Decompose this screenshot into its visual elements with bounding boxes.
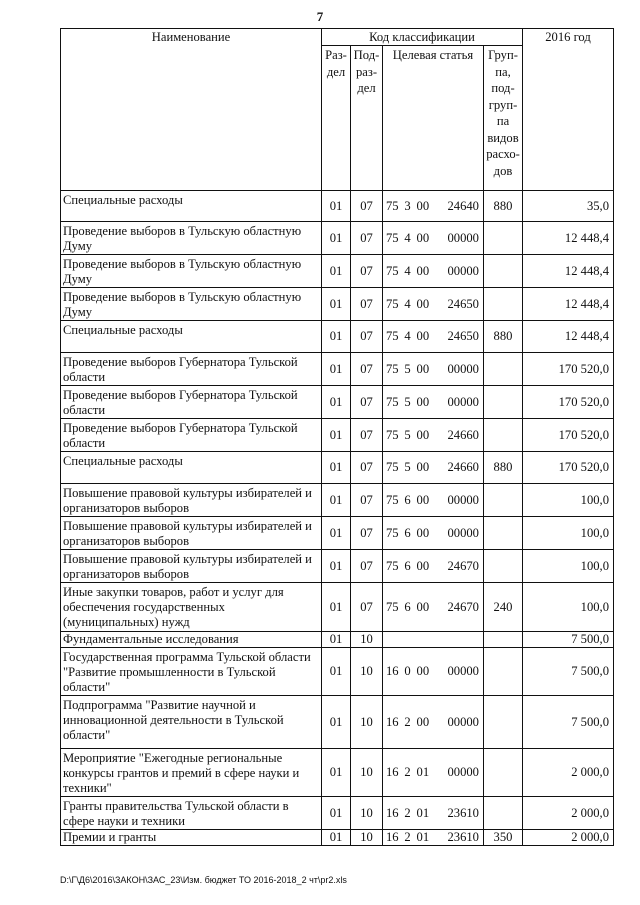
target-code-part: 75 [386,230,399,245]
row-podrazdel: 07 [351,222,383,255]
row-target-code [383,696,484,749]
target-code-part: 16 [386,664,399,678]
target-code-part: 01 [416,830,430,844]
row-target-code [383,583,484,632]
table-row [61,222,614,255]
target-code-part: 75 [386,394,399,409]
target-code-part: 00 [416,664,430,678]
row-amount: 2 000,0 [523,797,614,830]
target-code-part: 5 [404,460,411,474]
row-name: Подпрограмма "Развитие научной и инновационной деятельности в Тульской области" [61,696,322,749]
row-razdel: 01 [322,583,351,632]
row-podrazdel: 07 [351,321,383,353]
row-name: Премии и гранты [61,830,322,846]
target-code-part: 24670 [447,599,479,614]
row-razdel: 01 [322,288,351,321]
row-group [484,353,523,386]
table-row [61,830,614,846]
target-code-part: 5 [404,361,411,376]
row-podrazdel: 07 [351,288,383,321]
target-code-part: 16 [386,714,399,729]
row-name: Повышение правовой культуры избирателей и организаторов выборов [61,517,322,550]
row-podrazdel: 10 [351,797,383,830]
row-name: Проведение выборов Губернатора Тульской области [61,353,322,386]
row-razdel: 01 [322,632,351,648]
row-group: 880 [484,321,523,353]
row-target-code [383,648,484,696]
table-row [61,583,614,632]
row-group [484,550,523,583]
table-row [61,550,614,583]
target-code-part: 75 [386,599,399,614]
target-code-part: 6 [404,525,411,540]
row-name: Проведение выборов Губернатора Тульской области [61,386,322,419]
row-target-code [383,484,484,517]
table-row [61,749,614,797]
row-name: Проведение выборов в Тульскую областную Думу [61,288,322,321]
header-year: 2016 год [523,29,614,191]
row-amount: 170 520,0 [523,386,614,419]
row-group: 880 [484,191,523,222]
row-podrazdel: 07 [351,191,383,222]
row-target-code [383,830,484,846]
row-amount: 12 448,4 [523,288,614,321]
row-group [484,696,523,749]
row-podrazdel: 07 [351,386,383,419]
table-row [61,191,614,222]
table-row [61,648,614,696]
target-code-part: 75 [386,329,399,343]
table-row [61,632,614,648]
row-podrazdel: 07 [351,583,383,632]
target-code-part: 75 [386,263,399,278]
header-group: Груп- па, под- груп- па видов расхо- дов [484,46,523,191]
header-podrazdel: Под- раз- дел [351,46,383,191]
target-code-part: 6 [404,599,411,614]
target-code-part: 00 [416,427,430,442]
row-name: Мероприятие "Ежегодные региональные конкурсы грантов и премий в сфере науки и техники" [61,749,322,797]
row-target-code [383,749,484,797]
target-code-part: 6 [404,558,411,573]
row-target-code [383,191,484,222]
target-code-part: 5 [404,394,411,409]
row-group [484,484,523,517]
target-code-part: 01 [416,765,430,779]
row-target-code [383,517,484,550]
row-target-code [383,452,484,484]
row-amount: 100,0 [523,550,614,583]
row-target-code [383,419,484,452]
row-razdel: 01 [322,648,351,696]
row-amount: 170 520,0 [523,353,614,386]
target-code-part: 24650 [447,296,479,311]
target-code-part: 00 [416,198,430,213]
row-name: Специальные расходы [61,191,322,222]
row-target-code [383,255,484,288]
target-code-part: 24660 [447,460,479,474]
target-code-part: 75 [386,558,399,573]
row-razdel: 01 [322,353,351,386]
target-code-part: 00 [416,230,430,245]
row-name: Проведение выборов в Тульскую областную Думу [61,222,322,255]
row-target-code [383,353,484,386]
row-amount: 7 500,0 [523,696,614,749]
table-row [61,353,614,386]
row-podrazdel: 07 [351,419,383,452]
row-amount: 35,0 [523,191,614,222]
row-razdel: 01 [322,749,351,797]
row-razdel: 01 [322,386,351,419]
table-row [61,419,614,452]
row-amount: 7 500,0 [523,648,614,696]
target-code-part: 75 [386,427,399,442]
row-target-code [383,550,484,583]
row-group [484,632,523,648]
row-target-code [383,222,484,255]
budget-table [60,28,614,846]
row-amount: 12 448,4 [523,255,614,288]
page-number: 7 [316,9,324,24]
row-podrazdel: 07 [351,484,383,517]
table-row [61,517,614,550]
target-code-part: 2 [404,714,411,729]
target-code-part: 75 [386,361,399,376]
row-name: Специальные расходы [61,452,322,484]
target-code-part: 00 [416,263,430,278]
target-code-part: 00 [416,296,430,311]
row-amount: 100,0 [523,484,614,517]
row-amount: 100,0 [523,583,614,632]
row-amount: 12 448,4 [523,321,614,353]
row-podrazdel: 10 [351,830,383,846]
row-group [484,517,523,550]
header-name: Наименование [61,29,322,191]
target-code-part: 0 [404,664,411,678]
target-code-part: 16 [386,765,399,779]
target-code-part: 00 [416,492,430,507]
target-code-part: 23610 [447,805,479,820]
row-name: Повышение правовой культуры избирателей и организаторов выборов [61,484,322,517]
target-code-part: 24660 [447,427,479,442]
target-code-part: 24650 [447,329,479,343]
table-row [61,696,614,749]
target-code-part: 5 [404,427,411,442]
target-code-part: 75 [386,296,399,311]
table-row [61,255,614,288]
target-code-part: 00 [416,329,430,343]
table-row [61,452,614,484]
header-razdel: Раз- дел [322,46,351,191]
row-name: Проведение выборов в Тульскую областную Думу [61,255,322,288]
target-code-part: 00000 [447,230,479,245]
row-razdel: 01 [322,550,351,583]
header-code-group: Код классификации [322,29,523,46]
row-group [484,797,523,830]
row-razdel: 01 [322,517,351,550]
row-podrazdel: 10 [351,632,383,648]
table-row [61,321,614,353]
target-code-part: 00 [416,525,430,540]
row-razdel: 01 [322,797,351,830]
row-amount: 2 000,0 [523,830,614,846]
header-target: Целевая статья [383,46,484,191]
row-target-code [383,797,484,830]
target-code-part: 00000 [447,394,479,409]
row-group [484,386,523,419]
row-target-code [383,321,484,353]
row-group [484,648,523,696]
row-amount: 2 000,0 [523,749,614,797]
row-amount: 12 448,4 [523,222,614,255]
target-code-part: 75 [386,460,399,474]
target-code-part: 23610 [447,830,479,844]
row-name: Фундаментальные исследования [61,632,322,648]
target-code-part: 2 [404,805,411,820]
target-code-part: 00000 [447,492,479,507]
target-code-part: 4 [404,263,411,278]
target-code-part: 00000 [447,263,479,278]
row-razdel: 01 [322,321,351,353]
table-row [61,484,614,517]
target-code-part: 00 [416,558,430,573]
target-code-part: 75 [386,198,399,213]
row-podrazdel: 07 [351,517,383,550]
row-razdel: 01 [322,484,351,517]
target-code-part: 00000 [447,714,479,729]
row-target-code [383,632,484,648]
row-podrazdel: 10 [351,749,383,797]
row-group: 240 [484,583,523,632]
row-group: 880 [484,452,523,484]
row-name: Гранты правительства Тульской области в сфере науки и техники [61,797,322,830]
row-podrazdel: 07 [351,353,383,386]
row-name: Повышение правовой культуры избирателей и организаторов выборов [61,550,322,583]
row-target-code [383,288,484,321]
target-code-part: 75 [386,492,399,507]
target-code-part: 4 [404,230,411,245]
target-code-part: 16 [386,830,399,844]
row-razdel: 01 [322,452,351,484]
row-group [484,288,523,321]
target-code-part: 00 [416,460,430,474]
row-amount: 7 500,0 [523,632,614,648]
target-code-part: 6 [404,492,411,507]
target-code-part: 24670 [447,558,479,573]
table-row [61,288,614,321]
row-group [484,749,523,797]
row-razdel: 01 [322,255,351,288]
target-code-part: 16 [386,805,399,820]
target-code-part: 2 [404,765,411,779]
target-code-part: 24640 [447,198,479,213]
target-code-part: 00 [416,714,430,729]
target-code-part: 4 [404,329,411,343]
file-path-footer: D:\Г\Д6\2016\ЗАКОН\ЗАС_23\Изм. бюджет ТО 2016-2018_2 чт\pr2.xls [60,875,347,885]
table-row [61,797,614,830]
row-target-code [383,386,484,419]
table-row [61,386,614,419]
row-group [484,222,523,255]
target-code-part: 00 [416,361,430,376]
row-razdel: 01 [322,830,351,846]
target-code-part: 01 [416,805,430,820]
row-podrazdel: 07 [351,550,383,583]
row-podrazdel: 07 [351,255,383,288]
row-razdel: 01 [322,222,351,255]
row-name: Иные закупки товаров, работ и услуг для обеспечения государственных (муниципальных) нужд [61,583,322,632]
row-name: Специальные расходы [61,321,322,353]
row-razdel: 01 [322,191,351,222]
target-code-part: 2 [404,830,411,844]
row-podrazdel: 10 [351,696,383,749]
target-code-part: 4 [404,296,411,311]
target-code-part: 00000 [447,525,479,540]
target-code-part: 00000 [447,361,479,376]
row-name: Государственная программа Тульской области "Развитие промышленности в Тульской области" [61,648,322,696]
row-podrazdel: 07 [351,452,383,484]
row-amount: 100,0 [523,517,614,550]
target-code-part: 00000 [447,765,479,779]
row-group [484,255,523,288]
row-group [484,419,523,452]
row-razdel: 01 [322,696,351,749]
target-code-part: 00 [416,599,430,614]
row-razdel: 01 [322,419,351,452]
target-code-part: 00 [416,394,430,409]
row-amount: 170 520,0 [523,452,614,484]
row-group: 350 [484,830,523,846]
row-amount: 170 520,0 [523,419,614,452]
row-podrazdel: 10 [351,648,383,696]
row-name: Проведение выборов Губернатора Тульской области [61,419,322,452]
target-code-part: 3 [404,198,411,213]
target-code-part: 00000 [447,664,479,678]
target-code-part: 75 [386,525,399,540]
